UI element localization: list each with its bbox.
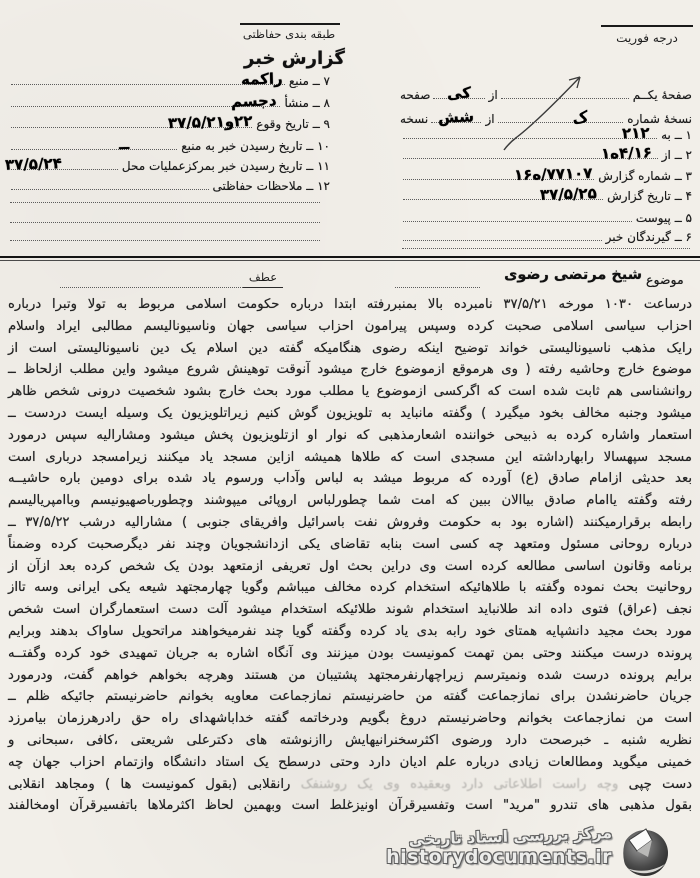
field-row-security-remarks	[8, 175, 330, 193]
field-label-occurrence-date: ۹ ــ تاریخ وقوع	[256, 117, 330, 131]
field-value-report-number: ۱۶ه/۷۷۱۰۷	[513, 163, 593, 185]
field-value-report-date: ۳۷/۵/۲۵	[540, 184, 598, 204]
field-row-report-number	[400, 165, 692, 183]
watermark	[312, 823, 613, 868]
divider-rule-thin	[0, 260, 700, 261]
dotted-leader	[403, 123, 657, 143]
body-line: مسجد سپهسالا رابهارداشته این مسجدی است که طلاها همیشه ازاین مسجد یاد میکنند زیرامسجد درباری است	[8, 449, 692, 465]
field-label-security-remarks: ۱۲ ــ ملاحظات حفاظتی	[212, 179, 330, 193]
copy-row-label-right: نسخهٔ شماره	[627, 112, 692, 126]
body-line: مورد بحث مجید دانشپایه همتای خود رابه بدی یاد کرده وگفته گویا چند نفرمیخواهند مراتحویل ساواک بدهند وبرایم	[8, 623, 692, 639]
dotted-leader	[11, 91, 280, 111]
dotted-leader	[11, 69, 285, 89]
body-line: بقول مذهبی های تندرو "مرید" است وتفسیرقرآن اونیزغلط است وبهمین لحاظ اکثرملاها باتفسیرقرآن اومخالفند	[8, 798, 692, 814]
page-row-label-right: صفحهٔ یکــم	[632, 88, 692, 102]
field-value-occurrence-date: ۳۷/۵/۲۱و۲۲	[167, 111, 253, 133]
body-line: استعمار واشاره کرده به ذبیحی خواننده اشعارمذهبی که نوار او ازتلویزیون پخش میشود ومشارالیه سپس درمورد	[8, 427, 692, 443]
body-line: درساعت ۱۰۳۰ مورخه ۳۷/۵/۲۱ نامبرده بالا بمنبررفته ابتدا درباره حکومت اسلامی مربوط به تولا وتبرا درباره	[8, 297, 692, 312]
body-line: احزاب سیاسی اسلامی صحبت کرده وسپس پیرامون احزاب سیاسی جهان وناسیونالیسم مطالبی ایراد واسلام	[8, 318, 692, 334]
field-row-date-reached-ops	[4, 154, 330, 174]
field-value-from: ۱ه۴/۱۶	[600, 143, 652, 163]
continuation-dotted-line	[402, 248, 690, 249]
continuation-dotted-line	[10, 240, 320, 241]
body-line: رابطه برقرارمیکنند (اشاره بود به حکومت وفروش نفت باسرائیل وافریقای جنوبی ) مشارالیه درشب ۳۷/۵/۲۲ ــ	[8, 514, 692, 530]
field-row-to	[400, 124, 692, 142]
body-line: جریان حاضرنشدن برای نمازجماعت گفته من حاضرنیستم نمازجماعت معاویه بخوانم حاضرنیستم جائیکه ظلم ــ	[8, 689, 692, 705]
copy-row-label-left: نسخه	[400, 112, 429, 126]
field-row-recipients	[400, 226, 692, 244]
field-row-attachment	[400, 207, 692, 225]
dotted-leader	[433, 83, 484, 103]
field-label-from: ۲ ــ از	[661, 148, 692, 162]
urgency-overline	[601, 25, 693, 27]
dotted-leader	[11, 111, 253, 133]
body-line: برایم پرونده درست شده ونمیترسم زیراچهارنفرمجتهد پشتیبان من هستند وهرچه بخواهم خواهم گفت، ودرمورد	[8, 667, 692, 683]
field-label-source: ۷ ــ منبع	[288, 74, 330, 88]
subject-dotted-line	[395, 287, 480, 288]
field-row-from	[400, 144, 692, 162]
handwritten-mark: ک	[570, 106, 590, 129]
classification-label: طبقه بندی حفاظتی	[242, 27, 336, 41]
page-count-value: یک	[446, 83, 472, 103]
faded-line-middle: وچه راست اطلاعاتی دارد وبعقیده وی یک روشنفک	[300, 776, 619, 792]
dotted-leader	[11, 134, 177, 154]
body-line: برنامه وقانون اساسی مطالعه کرده است وی دراین بحث اول تعریفی ازمتعهد بودن یک شخص کرده بعد ازآن از	[8, 558, 692, 574]
copy-row-az: از	[485, 112, 495, 126]
page-row-az: از	[488, 88, 498, 102]
body-line: رفته وگفته یاامام صادق بیاالان ببین که امت شما چطورلباس اروپائی میپوشند وچطورباصهیونیسم وباامپریالیسم	[8, 493, 692, 509]
page-row-label-left: صفحه	[400, 88, 431, 102]
dotted-leader	[403, 143, 658, 163]
divider-rule	[0, 256, 700, 258]
field-label-origin: ۸ ــ منشأ	[284, 96, 330, 110]
dotted-leader	[4, 154, 118, 174]
watermark-title: مرکز بررسی اسناد تاریخی	[408, 823, 613, 850]
continuation-dotted-line	[10, 202, 320, 203]
body-line: است من نمازجماعت بخوانم وحاضرنیستم دروغ بگویم ودرخاتمه گفته خداباشهدای راه حق رادرهرزمان بیامرزد	[8, 711, 692, 727]
dotted-leader	[403, 184, 603, 204]
page-number-row	[400, 84, 692, 102]
body-line: نجف (عراق) فتوی داده اند طلانباید استخدام شوند طلائیکه استخدام میشود آلت دست استعمارگران است شخص	[8, 602, 692, 618]
body-line: رایک مذهب ناسیونالیستی خواند توضیح اینکه رضوی هنگامیکه گفته دین اسلام یک دین ناسیونالیستی است از	[8, 340, 692, 356]
body-line: روحانیت بحث نموده وگفته با طلاهائیکه استخدام کرده مخالف میباشم وگویا چهارمجتهد شیعه یکی ایرانی وسه تااز	[8, 580, 692, 596]
copy-count-value: شش	[438, 107, 475, 127]
classification-overline	[240, 23, 340, 25]
body-line: بعد حدیثی ازامام صادق (ع) آورده که مربوط میشد به لباس وآداب ورسوم یاد شده برای دومین باره حاشیــه	[8, 471, 692, 487]
dotted-leader	[498, 106, 624, 129]
field-label-report-date: ۴ ــ تاریخ گزارش	[607, 189, 692, 203]
subject-value: شیخ مرتضی رضوی	[504, 267, 642, 283]
report-title: گزارش خبر	[244, 48, 345, 69]
field-value-origin: مسجد	[230, 91, 277, 111]
field-label-recipients: ۶ ــ گیرندگان خبر	[605, 230, 692, 244]
urgency-label: درجه فوریت	[616, 31, 678, 45]
field-value-date-reached-ops: ۳۷/۵/۲۴	[4, 154, 62, 174]
field-value-source: همکار	[240, 69, 284, 89]
dotted-leader	[403, 230, 602, 241]
reference-label: عطف	[243, 270, 283, 288]
field-row-origin	[8, 92, 330, 110]
field-label-report-number: ۳ ــ شماره گزارش	[598, 169, 692, 183]
field-label-attachment: ۵ ــ پیوست	[635, 211, 692, 225]
body-line: خمینی میگوید ومطالعات زیادی درباره علم ادیان دارد وحتی درسطح یک استاد دانشگاه وازتمام احزاب جهان چه	[8, 754, 692, 770]
body-line: موضوع خارج وحاشیه رفته ( وی هرموقع ازموضوع خارج میشود آنوقت توهینش شروع میشود واین مطلب ازلحاظ ــ	[8, 362, 692, 378]
field-label-date-reached-source: ۱۰ ــ تاریخ رسیدن خبر به منبع	[181, 139, 330, 153]
dotted-leader	[11, 179, 209, 190]
body-line: روانشناسی هم ثابت شده است که اگرکسی ازموضوع یا مطلب مورد بحث خارج بشود شخصیت درونی شخص ظاهر	[8, 384, 692, 400]
subject-dotted-line	[60, 287, 243, 288]
field-row-report-date	[400, 185, 692, 203]
dotted-leader	[431, 107, 481, 127]
archive-logo-icon	[616, 826, 672, 878]
faded-line-start: دست چپی	[628, 776, 693, 792]
body-line: درباره روحانی مسئول ومتعهد چه کسی است بنابه تقاضای یکی ازدانشجویان وچند نفر دیگرصحبت کرده وضمناً	[8, 536, 692, 552]
subject-label: موضوع	[646, 272, 684, 287]
dotted-leader	[403, 163, 594, 185]
body-line: پرونده درست میکنند وحتی بمن تهمت کمونیست بودن میزنند وی آنگاه اشاره به جریان تمهیدی خود کرده وگفتــه	[8, 645, 692, 661]
body-line-faded	[8, 774, 692, 796]
field-value-to: ۲۱۲	[621, 123, 650, 143]
field-row-date-reached-source	[8, 135, 330, 153]
faded-line-end: رانقلابی (بقول کمونیست ها ) ومجاهد انقلابی	[8, 776, 291, 792]
body-line: میشود وجنبه مخالف بخود میگیرد ) وگفته مانباید به تلویزیون گوش کنیم زیراتلویزیون یک وسیله ایست دردست ــ	[8, 405, 692, 421]
field-label-date-reached-ops: ۱۱ ــ تاریخ رسیدن خبر بمرکزعملیات محل	[121, 159, 330, 173]
field-row-source	[8, 70, 330, 88]
body-line: نظریه شنبه ـ خبرصحت دارد ورضوی اکثرسخنرانیهایش راازنوشته های دکترعلی شریعتی ،کافی ،سبحانی و	[8, 732, 692, 748]
watermark-url: historydocuments.ir	[386, 846, 612, 868]
field-value-date-reached-source: ــ	[118, 134, 130, 154]
field-label-to: ۱ ــ به	[661, 128, 692, 142]
dotted-leader	[403, 211, 632, 222]
field-row-occurrence-date	[8, 113, 330, 131]
dotted-leader	[501, 88, 629, 99]
continuation-dotted-line	[10, 222, 320, 223]
report-body	[8, 294, 692, 817]
